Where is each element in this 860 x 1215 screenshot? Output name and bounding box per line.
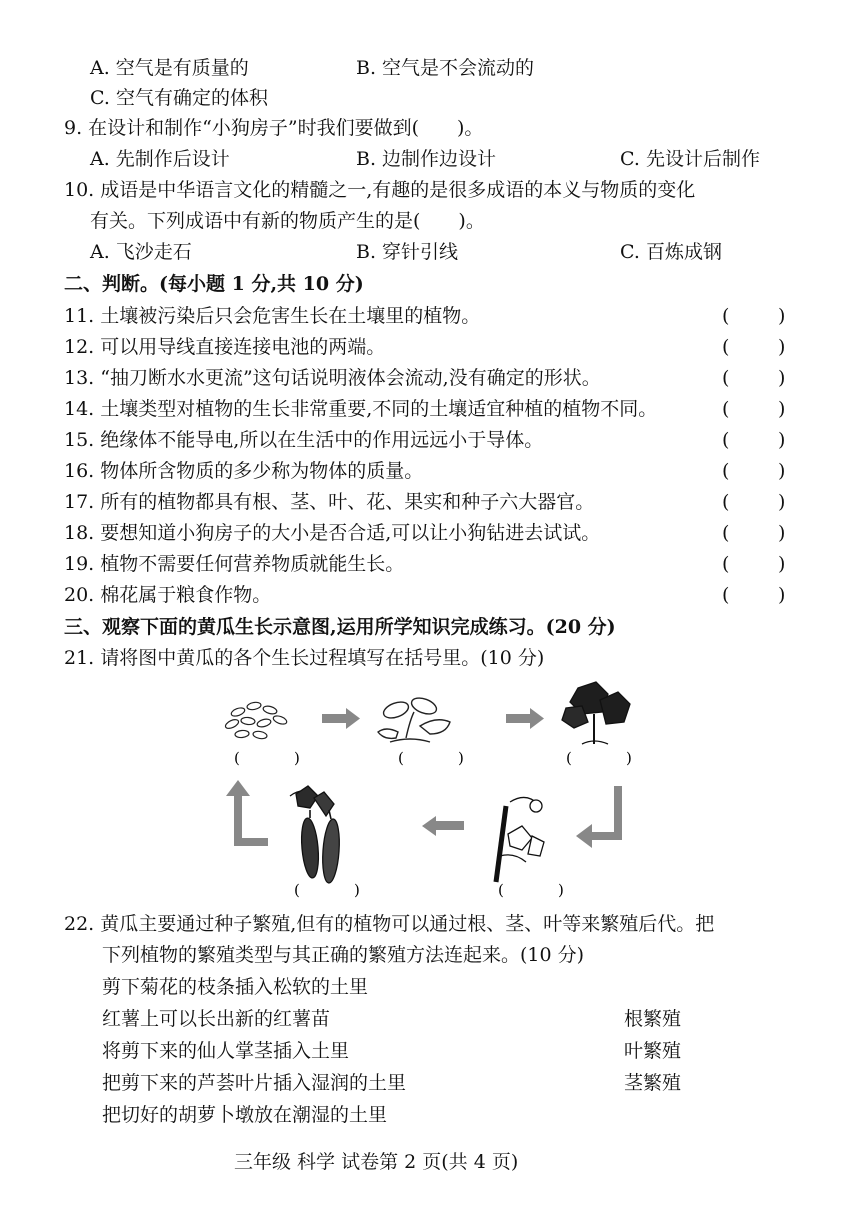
q8-option-b: B. 空气是不会流动的 — [356, 57, 535, 79]
fruiting-plant-icon — [290, 786, 341, 883]
arrow-turn-down-left-icon — [576, 786, 622, 848]
q10-option-b: B. 穿针引线 — [356, 241, 459, 263]
reproduction-type: 叶繁殖 — [624, 1040, 682, 1062]
arrow-left-icon — [422, 816, 464, 836]
judge-item: 11. 土壤被污染后只会危害生长在土壤里的植物。 — [64, 305, 481, 327]
method-item: 红薯上可以长出新的红薯苗 — [102, 1008, 331, 1030]
section2-heading: 二、判断。(每小题 1 分,共 10 分) — [64, 273, 364, 295]
q9-option-b: B. 边制作边设计 — [356, 148, 497, 170]
method-item: 把剪下来的芦荟叶片插入湿润的土里 — [102, 1072, 407, 1094]
page-footer: 三年级 科学 试卷第 2 页(共 4 页) — [234, 1151, 519, 1173]
q8-option-c: C. 空气有确定的体积 — [90, 87, 268, 109]
judge-item: 20. 棉花属于粮食作物。 — [64, 584, 272, 606]
judge-item: 15. 绝缘体不能导电,所以在生活中的作用远远小于导体。 — [64, 429, 544, 451]
seeds-icon — [224, 701, 288, 739]
fig-paren-open: ( — [294, 881, 300, 899]
fig-paren-close: ) — [354, 881, 360, 899]
seedling-icon — [378, 695, 450, 742]
fig-paren-close: ) — [294, 749, 300, 767]
q22-stem-line1: 22. 黄瓜主要通过种子繁殖,但有的植物可以通过根、茎、叶等来繁殖后代。把 — [64, 913, 715, 935]
judge-item: 18. 要想知道小狗房子的大小是否合适,可以让小狗钻进去试试。 — [64, 522, 601, 544]
method-item: 把切好的胡萝卜墩放在潮湿的土里 — [102, 1104, 388, 1126]
judge-item: 17. 所有的植物都具有根、茎、叶、花、果实和种子六大器官。 — [64, 491, 595, 513]
fig-paren-close: ) — [458, 749, 464, 767]
arrow-right-icon — [322, 708, 360, 729]
q21-stem: 21. 请将图中黄瓜的各个生长过程填写在括号里。(10 分) — [64, 647, 545, 669]
fig-paren-open: ( — [398, 749, 404, 767]
fig-paren-open: ( — [498, 881, 504, 899]
young-plant-icon — [562, 682, 630, 744]
judge-item: 13. “抽刀断水水更流”这句话说明液体会流动,没有确定的形状。 — [64, 367, 601, 389]
q10-option-c: C. 百炼成钢 — [620, 241, 722, 263]
q8-option-a: A. 空气是有质量的 — [90, 57, 249, 79]
judge-item: 14. 土壤类型对植物的生长非常重要,不同的土壤适宜种植的植物不同。 — [64, 398, 658, 420]
q22-stem-line2: 下列植物的繁殖类型与其正确的繁殖方法连起来。(10 分) — [102, 944, 585, 966]
fig-paren-close: ) — [626, 749, 632, 767]
judge-item: 16. 物体所含物质的多少称为物体的质量。 — [64, 460, 424, 482]
judge-item: 12. 可以用导线直接连接电池的两端。 — [64, 336, 386, 358]
method-item: 将剪下来的仙人掌茎插入土里 — [102, 1040, 350, 1062]
arrow-up-icon — [226, 780, 268, 846]
fig-paren-close: ) — [558, 881, 564, 899]
arrow-right-icon — [506, 708, 544, 729]
fig-paren-open: ( — [566, 749, 572, 767]
q9-stem: 9. 在设计和制作“小狗房子”时我们要做到( )。 — [64, 117, 484, 139]
q10-stem-line1: 10. 成语是中华语言文化的精髓之一,有趣的是很多成语的本义与物质的变化 — [64, 179, 696, 201]
q9-option-c: C. 先设计后制作 — [620, 148, 760, 170]
flowering-plant-icon — [496, 797, 544, 882]
q10-stem-line2: 有关。下列成语中有新的物质产生的是( )。 — [90, 210, 485, 232]
reproduction-type: 根繁殖 — [624, 1008, 682, 1030]
method-item: 剪下菊花的枝条插入松软的土里 — [102, 976, 369, 998]
fig-paren-open: ( — [234, 749, 240, 767]
reproduction-type: 茎繁殖 — [624, 1072, 682, 1094]
judge-item: 19. 植物不需要任何营养物质就能生长。 — [64, 553, 405, 575]
section3-heading: 三、观察下面的黄瓜生长示意图,运用所学知识完成练习。(20 分) — [64, 616, 616, 638]
cucumber-growth-figure — [210, 676, 650, 906]
q9-option-a: A. 先制作后设计 — [90, 148, 230, 170]
q10-option-a: A. 飞沙走石 — [90, 241, 192, 263]
